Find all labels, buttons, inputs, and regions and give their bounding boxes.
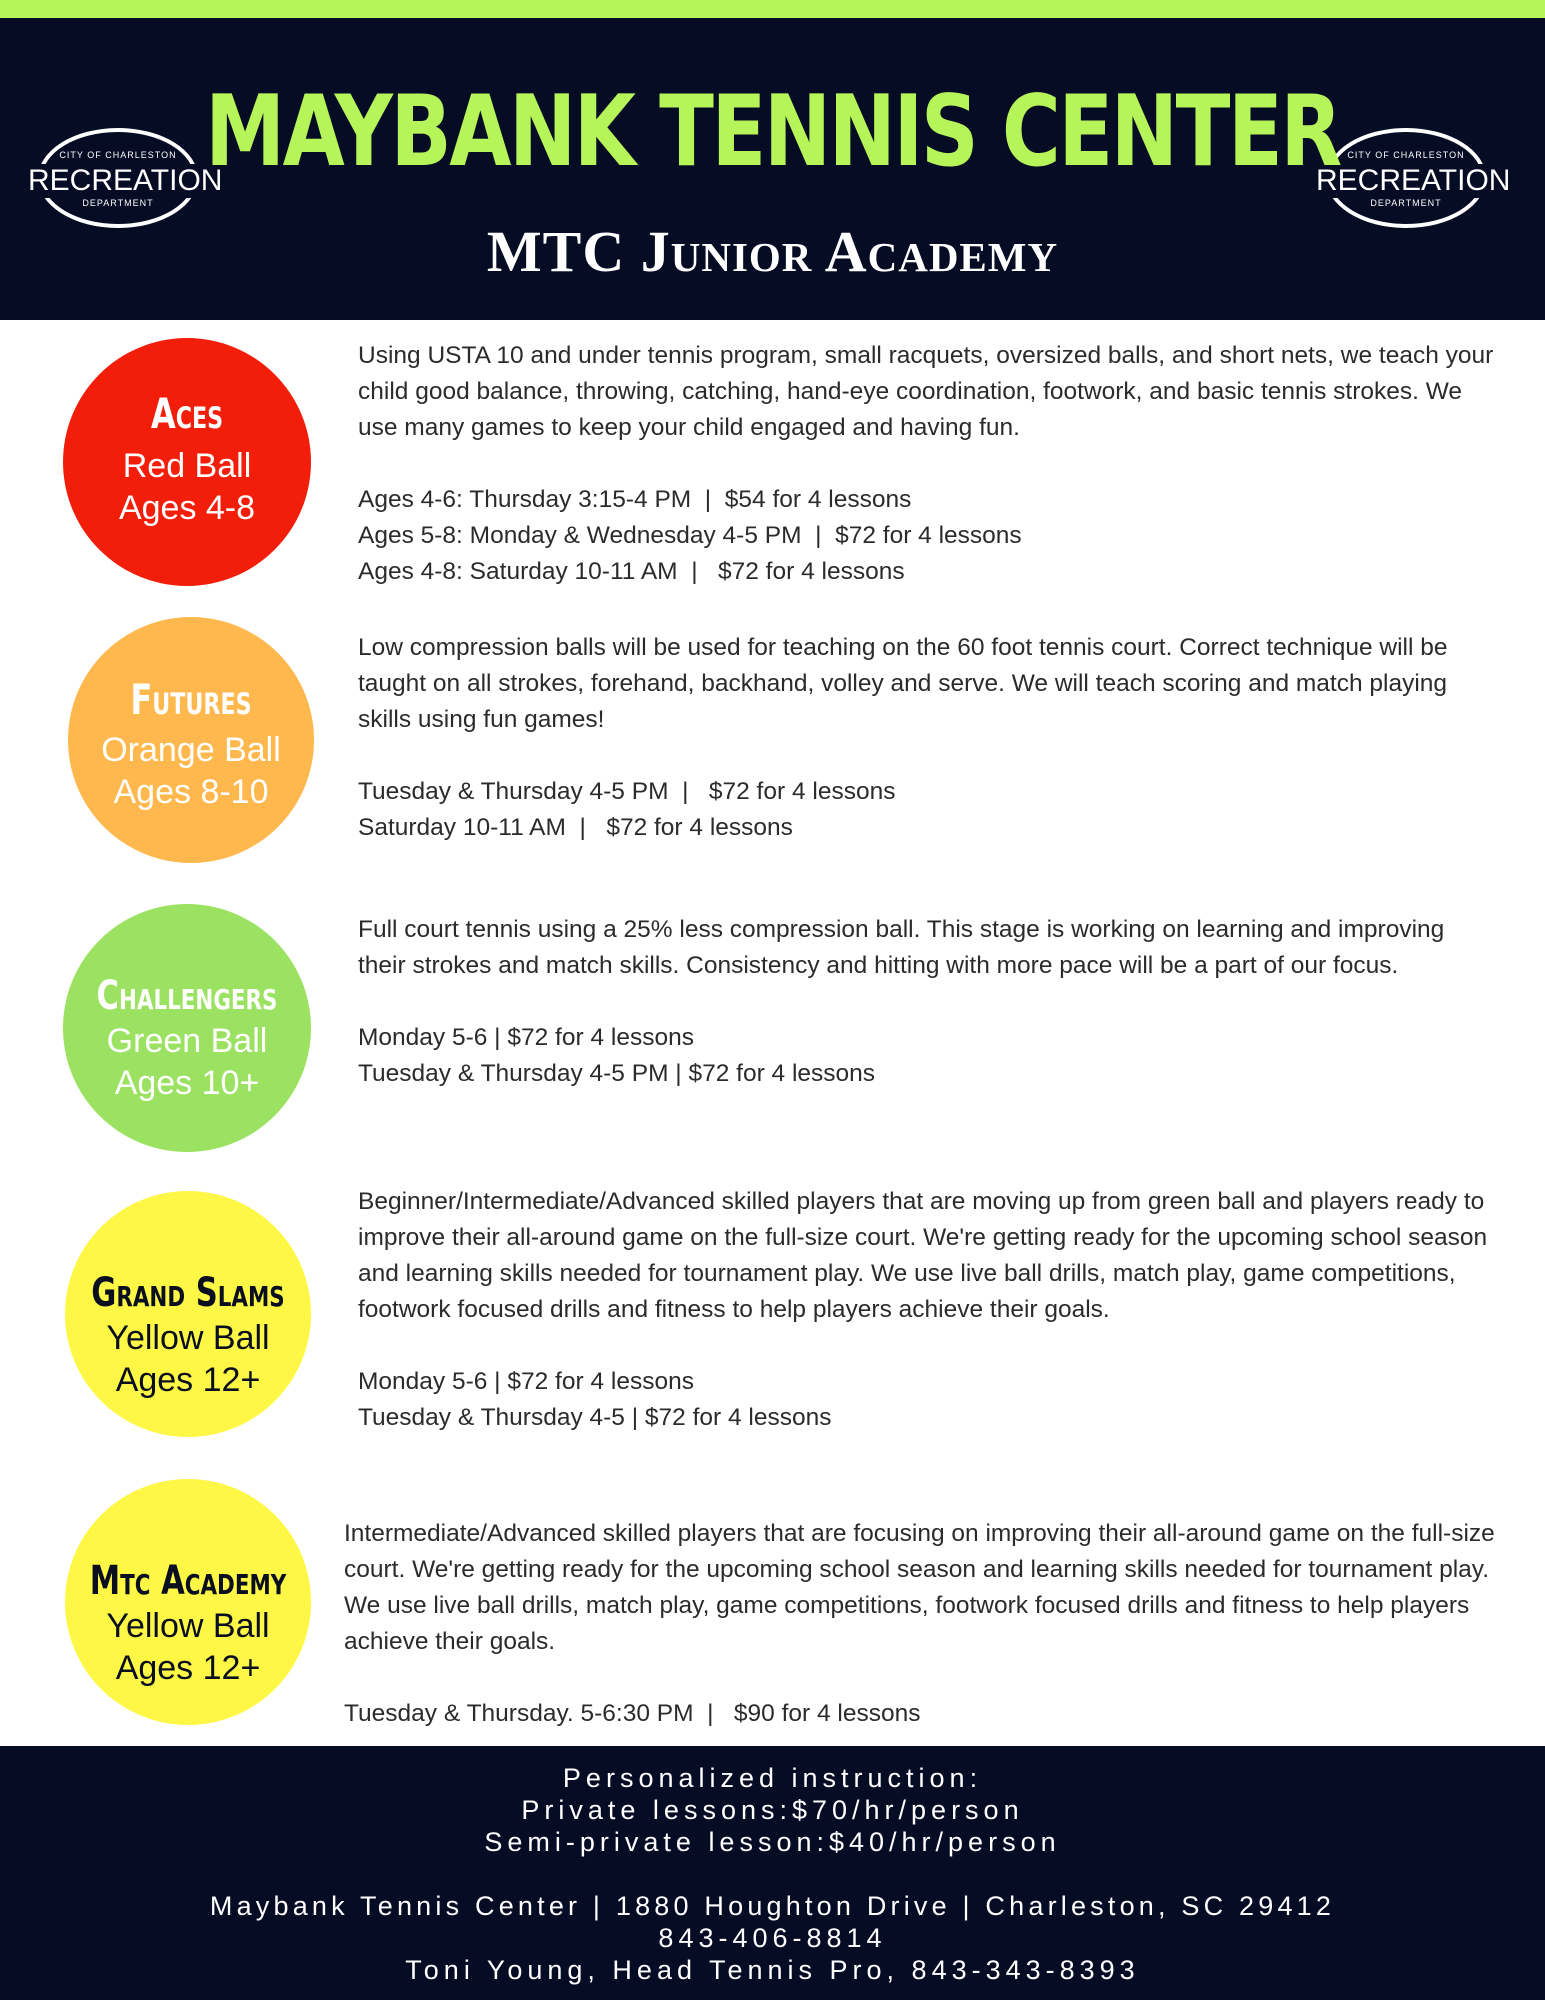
footer-private-lessons: Private lessons:$70/hr/person [521, 1795, 1024, 1825]
program-ages: Ages 12+ [115, 1361, 261, 1399]
program-name: Mtc Academy [89, 1558, 287, 1604]
schedule-line: Tuesday & Thursday 4-5 PM | $72 for 4 lessons [358, 778, 896, 805]
logo-top-text: CITY OF CHARLESTON [1347, 150, 1465, 160]
program-description [344, 1516, 1500, 1732]
program-description [358, 338, 1498, 590]
schedule-line: Tuesday & Thursday 4-5 | $72 for 4 lessons [358, 1404, 832, 1431]
description-text: Beginner/Intermediate/Advanced skilled players that are moving up from green ball and players ready to improve their all-around game on the full-size court. We're getting ready for the upcoming school season and learning skills needed for tournament play. We use live ball drills, match play, game competitions, footwork focused drills and fitness to help players achieve their goals. [358, 1188, 1488, 1323]
footer-phone: 843-406-8814 [658, 1923, 887, 1953]
logo-main-text: RECREATION [28, 164, 223, 197]
schedule-line: Monday 5-6 | $72 for 4 lessons [358, 1368, 694, 1395]
program-name: Aces [150, 389, 224, 438]
program-ball: Red Ball [122, 447, 252, 485]
description-text: Intermediate/Advanced skilled players that are focusing on improving their all-around game on the full-size court. We're getting ready for the upcoming school season and learning skills needed for tournament play. We use live ball drills, match play, game competitions, footwork focused drills and fitness to help players achieve their goals. [344, 1520, 1495, 1655]
schedule-line: Ages 5-8: Monday & Wednesday 4-5 PM | $72 for 4 lessons [358, 522, 1022, 549]
program-ball: Yellow Ball [106, 1319, 270, 1357]
program-description [358, 1184, 1498, 1436]
logo-bottom-text: DEPARTMENT [1370, 198, 1442, 208]
program-ball: Yellow Ball [106, 1607, 270, 1645]
footer-banner [0, 1746, 1545, 2000]
schedule-line: Tuesday & Thursday. 5-6:30 PM | $90 for 4 lessons [344, 1700, 921, 1727]
schedule-line: Tuesday & Thursday 4-5 PM | $72 for 4 lessons [358, 1060, 876, 1087]
program-badge [63, 338, 311, 586]
description-text: Using USTA 10 and under tennis program, small racquets, oversized balls, and short nets, we teach your child good balance, throwing, catching, hand-eye coordination, footwork, and basic tennis strokes. We use many games to keep your child engaged and having fun. [358, 342, 1494, 441]
program-badge [68, 617, 314, 863]
description-text: Full court tennis using a 25% less compression ball. This stage is working on learning and improving their strokes and match skills. Consistency and hitting with more pace will be a part of our focus. [358, 916, 1445, 979]
program-ages: Ages 8-10 [113, 773, 269, 811]
program-name: Grand Slams [91, 1270, 285, 1316]
program-name: Challengers [96, 973, 278, 1019]
schedule-line: Ages 4-6: Thursday 3:15-4 PM | $54 for 4 lessons [358, 486, 912, 513]
schedule-line: Monday 5-6 | $72 for 4 lessons [358, 1024, 694, 1051]
page-subtitle: MTC Junior Academy [486, 219, 1059, 284]
header-banner [0, 18, 1545, 320]
program-ball: Orange Ball [101, 731, 281, 769]
program-badge [65, 1479, 311, 1725]
page-title: MAYBANK TENNIS CENTER [205, 75, 1340, 189]
footer-personalized-heading: Personalized instruction: [562, 1763, 983, 1793]
logo-main-text: RECREATION [1316, 164, 1511, 197]
program-description [358, 912, 1498, 1092]
program-ball: Green Ball [106, 1022, 268, 1060]
program-name: Futures [130, 675, 252, 724]
program-ages: Ages 12+ [115, 1649, 261, 1687]
schedule-line: Ages 4-8: Saturday 10-11 AM | $72 for 4 lessons [358, 558, 905, 585]
program-ages: Ages 10+ [114, 1064, 260, 1102]
program-badge [65, 1191, 311, 1437]
top-accent-bar [0, 0, 1545, 18]
footer-semi-private-lessons: Semi-private lesson:$40/hr/person [484, 1827, 1061, 1857]
logo-top-text: CITY OF CHARLESTON [59, 150, 177, 160]
logo-bottom-text: DEPARTMENT [82, 198, 154, 208]
schedule-line: Saturday 10-11 AM | $72 for 4 lessons [358, 814, 793, 841]
program-description [358, 630, 1498, 846]
description-text: Low compression balls will be used for teaching on the 60 foot tennis court. Correct technique will be taught on all strokes, forehand, backhand, volley and serve. We will teach scoring and match playing skills using fun games! [358, 634, 1448, 733]
footer-contact: Toni Young, Head Tennis Pro, 843-343-8393 [405, 1955, 1140, 1985]
footer-address: Maybank Tennis Center | 1880 Houghton Drive | Charleston, SC 29412 [209, 1891, 1336, 1921]
program-badge [63, 904, 311, 1152]
program-ages: Ages 4-8 [118, 489, 256, 527]
